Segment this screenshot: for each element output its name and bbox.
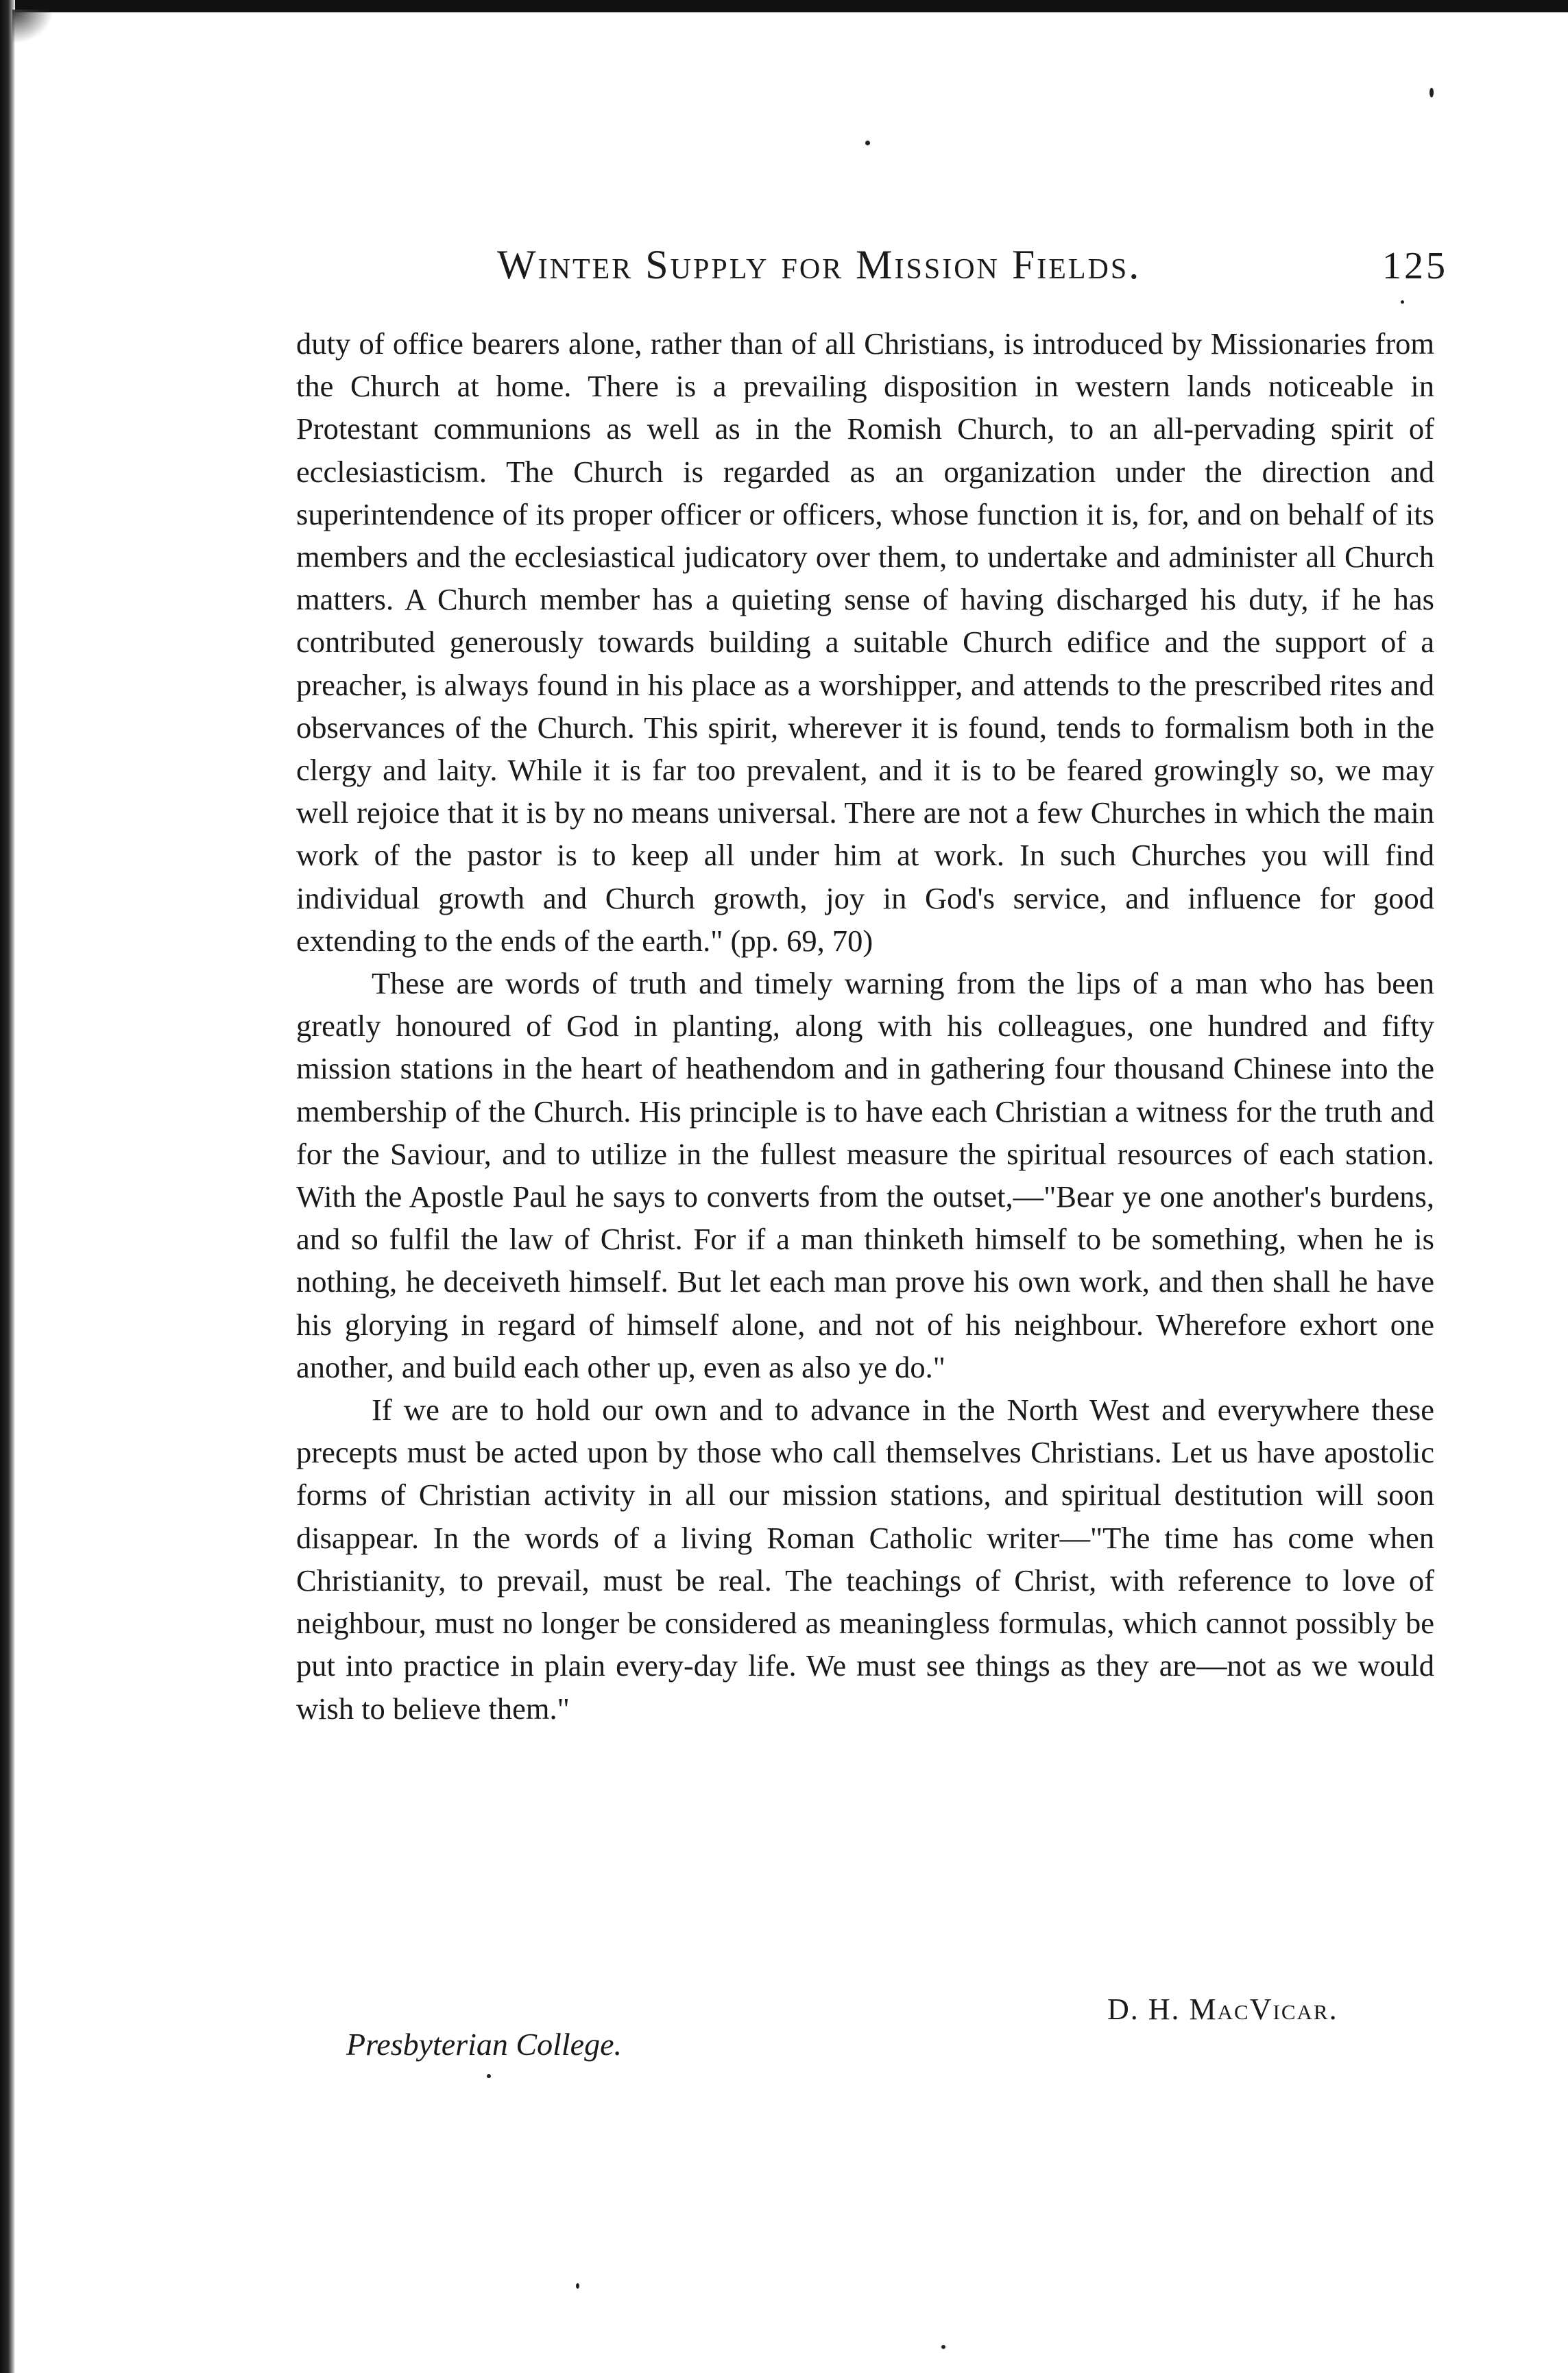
author-signature: D. H. MacVicar.: [1107, 1992, 1338, 2026]
paragraph: duty of office bearers alone, rather than of all Christians, is introduced by Missionaries from the Church at home. There is a prevailing disposition in western lands noticeable in Protestant communions as well as in the Romish Church, to an all-pervading spirit of ecclesiasticism. The Church is regarded as an organization under the direction and superintendence of its proper officer or officers, whose function it is, for, and on behalf of its members and the ecclesiastical judicatory over them, to undertake and administer all Church matters. A Church member has a quieting sense of having discharged his duty, if he has contributed generously towards building a suitable Church edifice and the support of a preacher, is always found in his place as a worshipper, and attends to the prescribed rites and observances of the Church. This spirit, wherever it is found, tends to formalism both in the clergy and laity. While it is far too prevalent, and it is to be feared growingly so, we may well rejoice that it is by no means universal. There are not a few Churches in which the main work of the pastor is to keep all under him at work. In such Churches you will find individual growth and Church growth, joy in God's service, and influence for good extending to the ends of the earth." (pp. 69, 70): [296, 326, 1434, 958]
author-affiliation: Presbyterian College.: [346, 2027, 622, 2062]
scan-speck: [1401, 300, 1404, 304]
scan-speck: [576, 2283, 579, 2289]
paragraph: If we are to hold our own and to advance in the North West and everywhere these precepts must be acted upon by those who call themselves Christians. Let us have apostolic forms of Christian activity in all our mission stations, and spiritual destitution will soon disappear. In the words of a living Roman Catholic writer—"The time has come when Christianity, to prevail, must be real. The teachings of Christ, with reference to love of neighbour, must no longer be considered as meaningless formulas, which cannot possibly be put into practice in plain every-day life. We must see things as they are—not as we would wish to believe them.": [296, 1393, 1434, 1726]
scan-speck: [1430, 88, 1434, 97]
paragraph: These are words of truth and timely warning from the lips of a man who has been greatly honoured of God in planting, along with his colleagues, one hundred and fifty mission stations in the heart of heathendom and in gathering four thousand Chinese into the membership of the Church. His principle is to have each Christian a witness for the truth and for the Saviour, and to utilize in the fullest measure the spiritual resources of each station. With the Apostle Paul he says to converts from the outset,—"Bear ye one another's burdens, and so fulfil the law of Christ. For if a man thinketh himself to be something, when he is nothing, he deceiveth himself. But let each man prove his own work, and then shall he have his glorying in regard of himself alone, and not of his neighbour. Wherefore exhort one another, and build each other up, even as also ye do.": [296, 966, 1434, 1384]
page-header: [302, 241, 1467, 296]
scan-speck: [941, 2345, 945, 2349]
scan-speck: [865, 141, 870, 145]
scan-speck: [487, 2074, 491, 2078]
running-title: Winter Supply for Mission Fields.: [497, 242, 1142, 287]
body-text: [296, 322, 1434, 1730]
scan-corner-smudge: [12, 10, 53, 44]
page-number: 125: [1382, 245, 1448, 287]
scan-top-border: [0, 0, 1568, 12]
scan-left-edge: [0, 0, 15, 2373]
